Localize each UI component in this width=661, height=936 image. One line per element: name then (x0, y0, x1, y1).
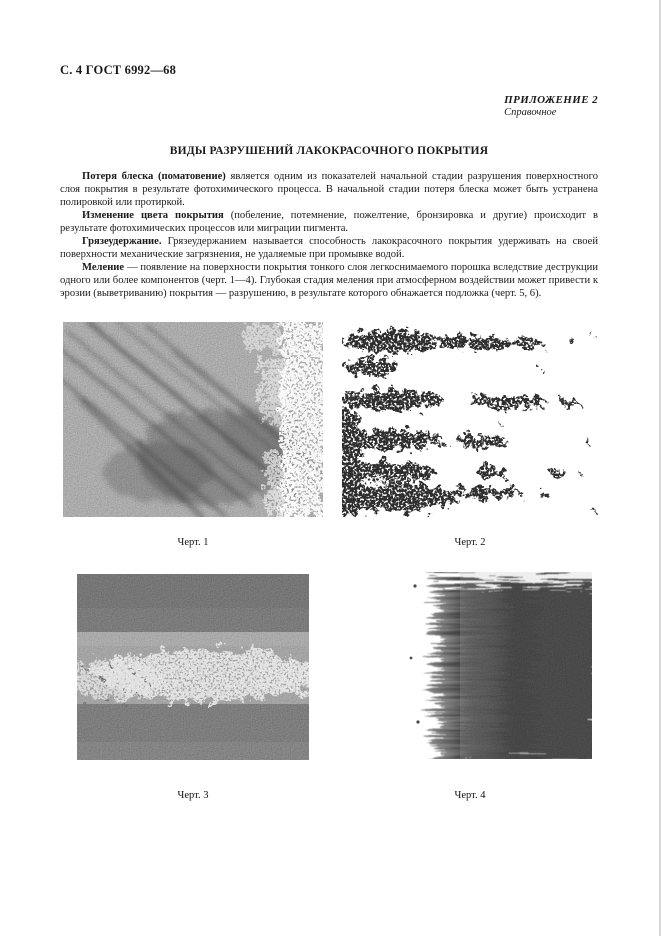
text-block (60, 170, 598, 300)
figure-1-caption: Черт. 1 (177, 537, 209, 548)
figure-4-photo (408, 572, 592, 759)
paragraph-chalking-lead: Меление (82, 262, 125, 273)
paragraph-color-change-text: (побеление, потемнение, пожелтение, бронзировка и другие) происходит в результате фотохимических процессов или миграции пигмента. (60, 210, 598, 234)
paragraph-dirt-retention-lead: Грязеудержание. (82, 236, 162, 247)
paragraph-chalking (60, 261, 598, 300)
paragraph-gloss-loss-text: является одним из показателей начальной стадии разрушения поверхностного слоя покрытия в результате фотохимического процесса. В начальной стадии потеря блеска может быть устранена полировкой или протиркой. (60, 171, 598, 208)
figure-2-photo (342, 321, 598, 517)
paragraph-dirt-retention-text: Грязеудержанием называется способность лакокрасочного покрытия удерживать на своей поверхности механические загрязнения, не удаляемые при промывке водой. (60, 236, 598, 260)
paragraph-gloss-loss-lead: Потеря блеска (поматовение) (82, 171, 226, 182)
paragraph-color-change (60, 209, 598, 235)
page-title: ВИДЫ РАЗРУШЕНИЙ ЛАКОКРАСОЧНОГО ПОКРЫТИЯ (169, 145, 489, 157)
appendix-block (504, 94, 598, 118)
figure-3-caption: Черт. 3 (177, 790, 209, 801)
paragraph-gloss-loss (60, 170, 598, 209)
figure-2-caption: Черт. 2 (454, 537, 486, 548)
paragraph-chalking-text: — появление на поверхности покрытия тонкого слоя легкоснимаемого порошка вследствие деструкции одного или более компонентов (черт. 1—4). Глубокая стадия меления при атмосферном воздействии может привести к эрозии (выветриванию) покрытия — разрушению, в результате которого обнажается подложка (черт. 5, 6). (60, 262, 598, 299)
appendix-note: Справочное (504, 107, 557, 118)
figure-4-caption: Черт. 4 (454, 790, 486, 801)
figure-3-photo (77, 574, 309, 760)
appendix-label: ПРИЛОЖЕНИЕ 2 (504, 94, 598, 106)
figure-1-photo (63, 322, 323, 517)
page-header: С. 4 ГОСТ 6992—68 (60, 63, 177, 77)
paragraph-dirt-retention (60, 235, 598, 261)
paragraph-color-change-lead: Изменение цвета покрытия (82, 210, 224, 221)
